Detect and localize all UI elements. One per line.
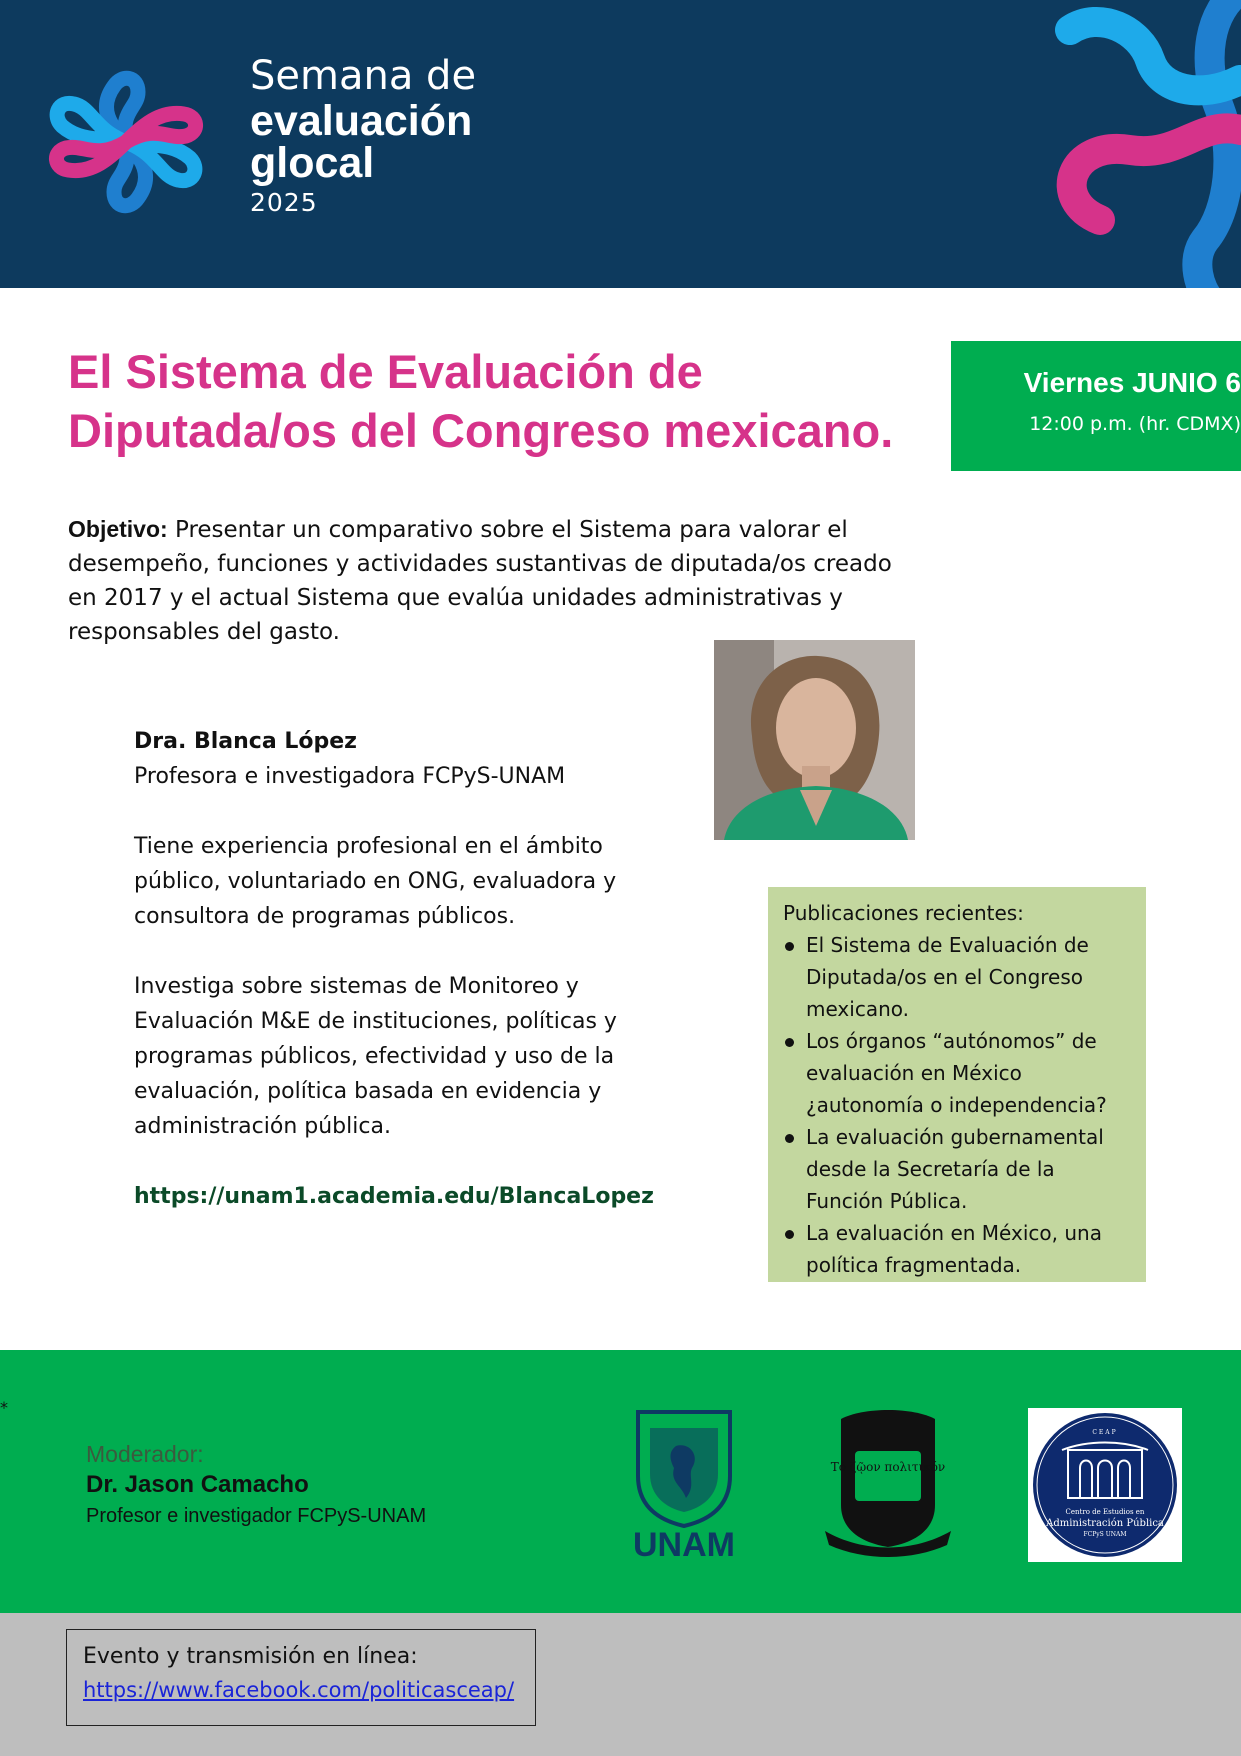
ceap-line-1: Centro de Estudios en: [1065, 1508, 1145, 1516]
moderator-label: Moderador:: [86, 1441, 204, 1467]
objective-label: Objetivo:: [68, 516, 168, 542]
stream-info-box: [66, 1629, 536, 1726]
stream-label: Evento y transmisión en línea:: [83, 1644, 418, 1669]
brand-line-1: Semana de: [250, 53, 477, 99]
ceap-line-2: Administración Pública: [1046, 1518, 1164, 1529]
publication-item: El Sistema de Evaluación de Diputada/os en el Congreso mexicano.: [783, 929, 1132, 1025]
speaker-name: Dra. Blanca López: [134, 729, 357, 754]
publication-item: La evaluación en México, una política fragmentada.: [783, 1217, 1132, 1281]
brand-year: 2025: [250, 188, 318, 217]
facebook-stream-link[interactable]: https://www.facebook.com/politicasceap/: [83, 1678, 515, 1702]
fcpys-logo: [823, 1405, 953, 1558]
speaker-academia-link[interactable]: https://unam1.academia.edu/BlancaLopez: [134, 1184, 654, 1209]
speaker-info: [134, 724, 654, 1214]
event-date: Viernes JUNIO 6: [1023, 367, 1241, 398]
unam-logo: [630, 1406, 738, 1562]
publications-list: [783, 929, 1132, 1281]
event-title: El Sistema de Evaluación de Diputada/os del Congreso mexicano.: [68, 345, 894, 457]
publication-item: Los órganos “autónomos” de evaluación en México ¿autonomía o independencia?: [783, 1025, 1132, 1121]
ceap-abbrev: CEAP: [1092, 1429, 1118, 1436]
moderator-role: Profesor e investigador FCPyS-UNAM: [86, 1505, 427, 1527]
moderator-name: Dr. Jason Camacho: [86, 1471, 309, 1498]
speaker-bio-2: Investiga sobre sistemas de Monitoreo y Evaluación M&E de instituciones, políticas y programas públicos, efectividad y uso de la evaluación, política basada en evidencia y administración pública.: [134, 974, 617, 1139]
network-logo-icon: [40, 46, 212, 238]
date-box: [951, 341, 1241, 471]
fcpys-motto: Τό ζῷον πολιτικόν: [830, 1460, 946, 1474]
decorative-network-icon: [1030, 0, 1241, 288]
publication-item: La evaluación gubernamental desde la Secretaría de la Función Pública.: [783, 1121, 1132, 1217]
objective-paragraph: [68, 512, 908, 649]
ceap-logo: [1028, 1408, 1182, 1562]
asterisk-mark: *: [0, 1398, 8, 1417]
objective-text: Presentar un comparativo sobre el Sistema para valorar el desempeño, funciones y actividades sustantivas de diputada/os creado en 2017 y el actual Sistema que evalúa unidades administrativas y responsables del gasto.: [68, 517, 892, 645]
header-banner: [0, 0, 1241, 288]
ceap-line-3: FCPyS UNAM: [1083, 1531, 1127, 1538]
brand-line-3: glocal: [250, 139, 375, 187]
brand-line-2: evaluación: [250, 97, 473, 145]
event-time: 12:00 p.m. (hr. CDMX): [1029, 413, 1241, 435]
speaker-bio-1: Tiene experiencia profesional en el ámbito público, voluntariado en ONG, evaluadora y consultora de programas públicos.: [134, 834, 617, 929]
speaker-role: Profesora e investigadora FCPyS-UNAM: [134, 764, 566, 789]
moderator-block: [86, 1439, 426, 1531]
publications-box: [768, 887, 1146, 1282]
speaker-photo: [714, 640, 915, 840]
publications-heading: Publicaciones recientes:: [783, 901, 1024, 925]
event-brand: [250, 52, 476, 222]
unam-logo-text: UNAM: [633, 1526, 735, 1562]
